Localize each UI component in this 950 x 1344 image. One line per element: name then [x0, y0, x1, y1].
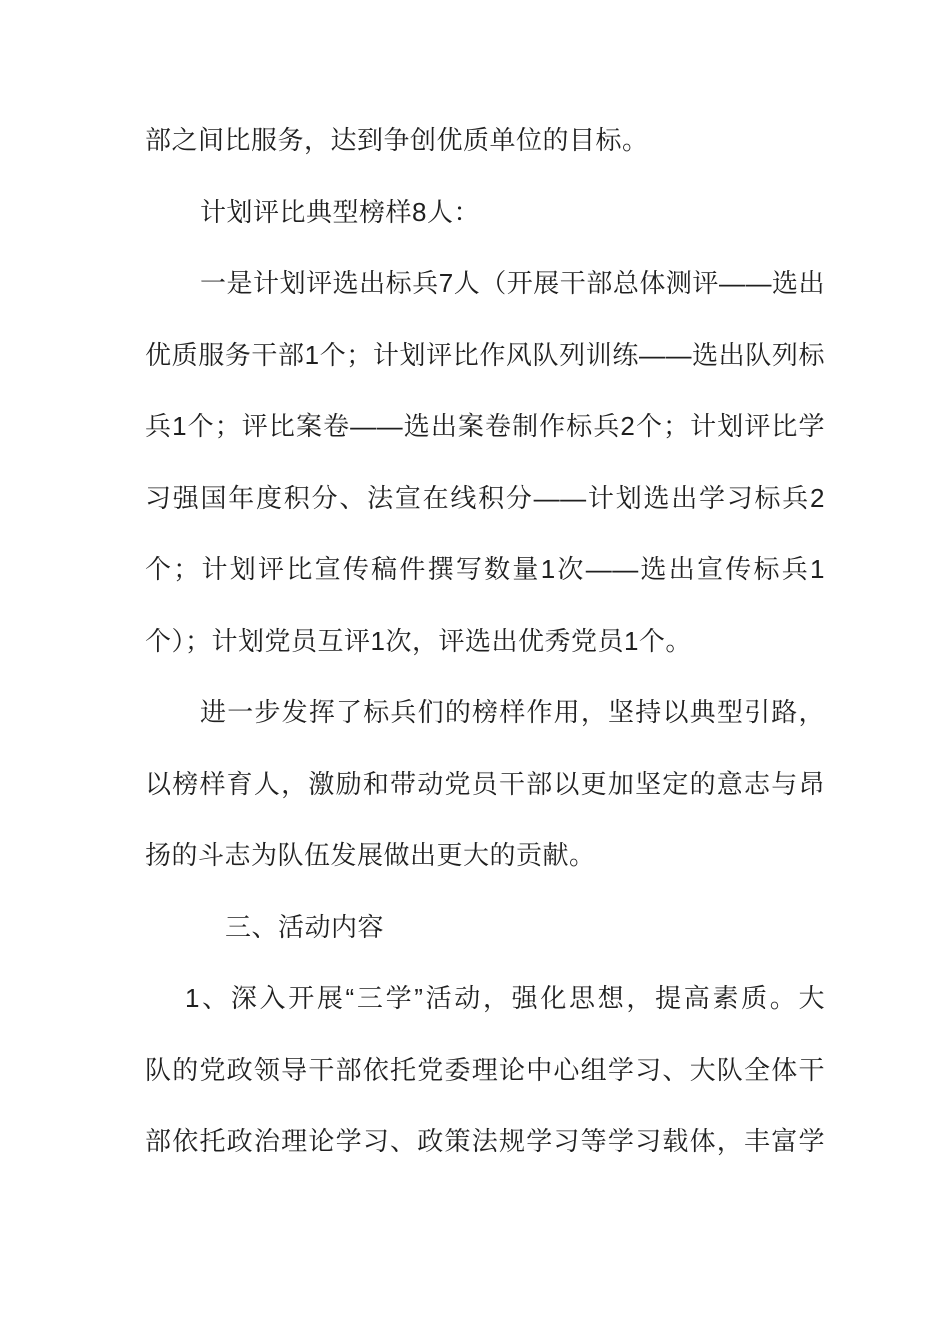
- text-line: 个；计划评比宣传稿件撰写数量1次——选出宣传标兵1: [145, 554, 825, 584]
- text-line: 以榜样育人，激励和带动党员干部以更加坚定的意志与昂: [145, 768, 825, 799]
- text-line: 优质服务干部1个；计划评比作风队列训练——选出队列标: [145, 339, 825, 370]
- heading-activity-content: [145, 892, 825, 964]
- text-line: 队的党政领导干部依托党委理论中心组学习、大队全体干: [145, 1054, 825, 1085]
- document-body: [145, 105, 825, 1178]
- text-line: 进一步发挥了标兵们的榜样作用，坚持以典型引路，: [200, 697, 825, 727]
- text-line: 部之间比服务，达到争创优质单位的目标。: [145, 125, 649, 155]
- paragraph-model-role: [145, 677, 825, 892]
- paragraph-three-learn: [145, 963, 825, 1178]
- text-line: 兵1个；评比案卷——选出案卷制作标兵2个；计划评比学: [145, 411, 825, 441]
- paragraph-model-selection-detail: [145, 248, 825, 677]
- paragraph-model-plan-intro: [145, 177, 825, 249]
- paragraph-service-goal: [145, 105, 825, 177]
- text-line: 三、活动内容: [225, 911, 385, 942]
- text-line: 计划评比典型榜样8人：: [200, 196, 480, 227]
- text-line: 扬的斗志为队伍发展做出更大的贡献。: [145, 840, 596, 870]
- text-line: 部依托政治理论学习、政策法规学习等学习载体，丰富学: [145, 1126, 825, 1156]
- text-line: 个）；计划党员互评1次，评选出优秀党员1个。: [145, 625, 692, 656]
- text-line: 1、深入开展“三学”活动，强化思想，提高素质。大: [185, 983, 825, 1013]
- text-line: 一是计划评选出标兵7人（开展干部总体测评——选出: [200, 268, 825, 298]
- text-line: 习强国年度积分、法宣在线积分——计划选出学习标兵2: [145, 482, 825, 513]
